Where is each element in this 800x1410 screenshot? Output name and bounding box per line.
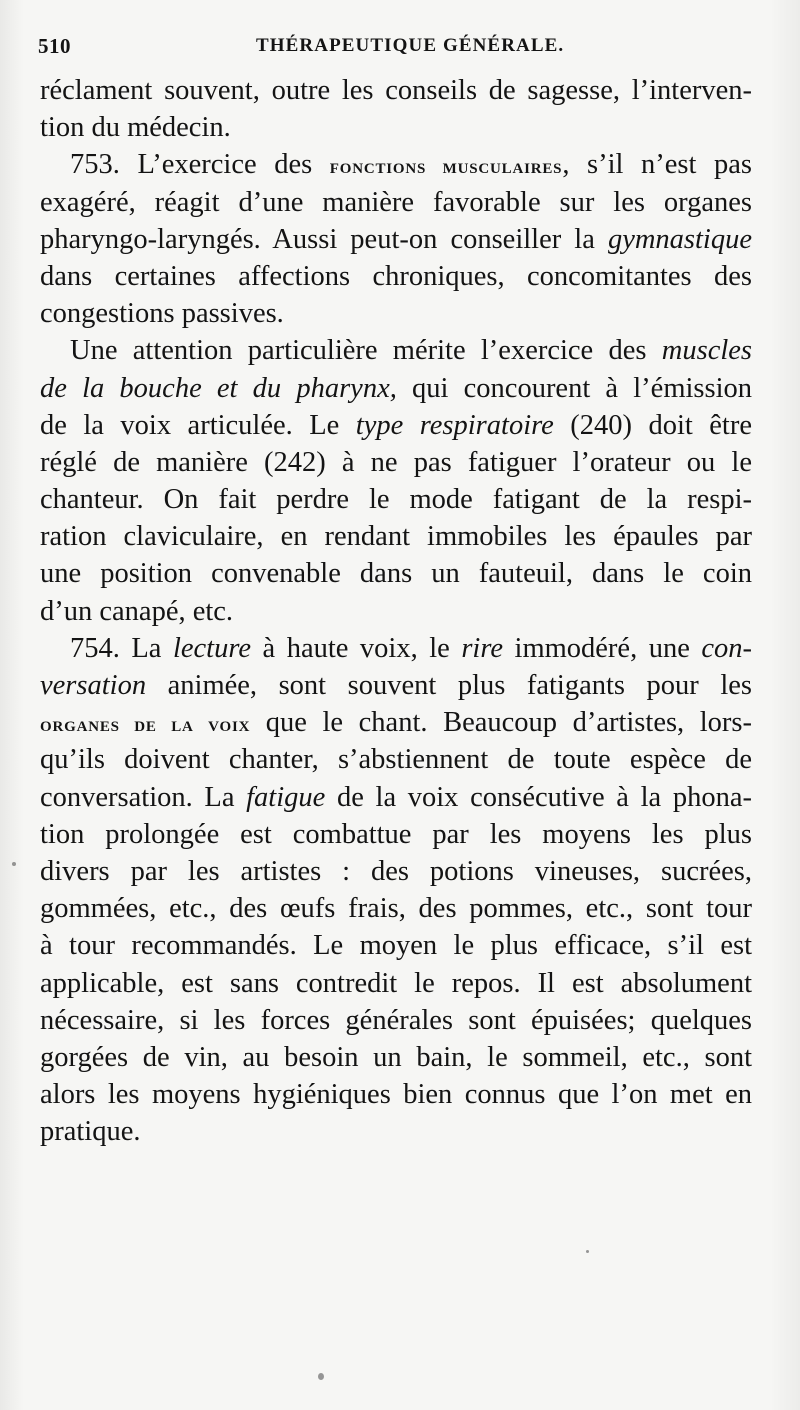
text-line — [40, 407, 752, 444]
text-line — [40, 816, 752, 853]
text-line — [40, 444, 752, 481]
text-line — [40, 593, 752, 630]
italic-text: rire — [461, 632, 504, 664]
text-run: ration claviculaire, en rendant immobiles les épaules par — [40, 521, 752, 553]
text-run: dans certaines affections chroniques, concomitantes des — [40, 260, 752, 292]
ink-speck — [12, 862, 16, 866]
text-run: qu’ils doivent chanter, s’abstiennent de toute espèce de — [40, 744, 752, 776]
text-line — [40, 221, 752, 258]
text-run: immodéré, une — [503, 632, 702, 664]
text-line — [40, 1113, 752, 1150]
italic-text: versation — [40, 670, 147, 701]
text-run: (240) doit être — [553, 409, 752, 441]
text-run: de la voix consécutive à la phona- — [325, 781, 752, 813]
text-run: alors les moyens hygiéniques bien connus que l’on met en — [40, 1079, 752, 1111]
text-run: chanteur. On fait perdre le mode fatigant de la respi- — [40, 484, 752, 516]
italic-text: fatigue — [246, 781, 326, 813]
text-run: 753. L’exercice des — [70, 149, 330, 181]
text-run: réglé de manière (242) à ne pas fatiguer l’orateur ou le — [40, 446, 752, 478]
text-line — [40, 630, 752, 667]
text-line — [40, 109, 752, 146]
text-line — [40, 481, 752, 518]
text-run: nécessaire, si les forces générales sont épuisées; quelques — [40, 1004, 752, 1036]
text-line — [40, 853, 752, 890]
text-run: applicable, est sans contredit le repos. Il est absolument — [40, 967, 752, 999]
text-line — [40, 146, 752, 183]
italic-text: gymnastique — [607, 223, 752, 255]
text-line — [40, 184, 752, 221]
page-header — [38, 34, 758, 64]
text-run: à haute voix, le — [251, 632, 462, 664]
text-run: , s’il n’est pas — [562, 149, 753, 181]
body-text — [40, 72, 752, 1150]
text-line — [40, 927, 752, 964]
running-head: THÉRAPEUTIQUE GÉNÉRALE. — [256, 35, 565, 56]
text-run: divers par les artistes : des potions vineuses, sucrées, — [40, 855, 752, 887]
text-run: gorgées de vin, au besoin un bain, le sommeil, etc., sont — [40, 1041, 752, 1073]
text-run: gommées, etc., des œufs frais, des pommes, etc., sont tour — [40, 893, 752, 925]
text-line — [40, 72, 752, 109]
italic-text: de la bouche et du pharynx, — [40, 372, 397, 404]
text-line — [40, 704, 752, 741]
text-line — [40, 258, 752, 295]
text-run: de la voix articulée. Le — [40, 409, 356, 441]
text-run: tion du médecin. — [40, 112, 231, 144]
italic-text: type respiratoire — [355, 409, 554, 441]
text-line — [40, 1002, 752, 1039]
text-run: 754. La — [70, 632, 173, 664]
text-line — [40, 890, 752, 927]
text-run: à tour recommandés. Le moyen le plus efficace, s’il est — [40, 930, 752, 962]
text-run: congestions passives. — [40, 298, 284, 330]
text-run: réclament souvent, outre les conseils de sagesse, l’interven- — [40, 75, 752, 106]
text-run: pratique. — [40, 1116, 141, 1148]
text-line — [40, 295, 752, 332]
page-number: 510 — [38, 34, 71, 58]
text-line — [40, 1076, 752, 1113]
text-run: Une attention particulière mérite l’exercice des — [70, 335, 662, 367]
text-run: pharyngo-laryngés. Aussi peut-on conseiller la — [40, 223, 608, 255]
small-caps-text: organes de la voix — [40, 712, 251, 737]
text-line — [40, 667, 752, 704]
ink-speck — [586, 1250, 589, 1253]
text-run: que le chant. Beaucoup d’artistes, lors- — [250, 707, 752, 739]
text-run: exagéré, réagit d’une manière favorable sur les organes — [40, 186, 752, 218]
text-run: d’un canapé, etc. — [40, 595, 234, 627]
text-line — [40, 741, 752, 778]
italic-text: muscles — [661, 335, 752, 367]
text-line — [40, 332, 752, 369]
text-run: conversation. La — [40, 781, 247, 813]
text-line — [40, 370, 752, 407]
text-line — [40, 555, 752, 592]
text-line — [40, 518, 752, 555]
italic-text: lecture — [172, 632, 252, 664]
text-run: qui concourent à l’émission — [396, 372, 753, 404]
italic-text: con- — [701, 632, 752, 664]
text-line — [40, 779, 752, 816]
text-line — [40, 1039, 752, 1076]
ink-speck — [318, 1373, 324, 1380]
text-run: tion prolongée est combattue par les moyens les plus — [40, 818, 752, 850]
small-caps-text: fonctions musculaires — [329, 154, 563, 179]
text-line — [40, 965, 752, 1002]
text-run: une position convenable dans un fauteuil, dans le coin — [40, 558, 752, 590]
text-run: animée, sont souvent plus fatigants pour les — [146, 670, 752, 701]
